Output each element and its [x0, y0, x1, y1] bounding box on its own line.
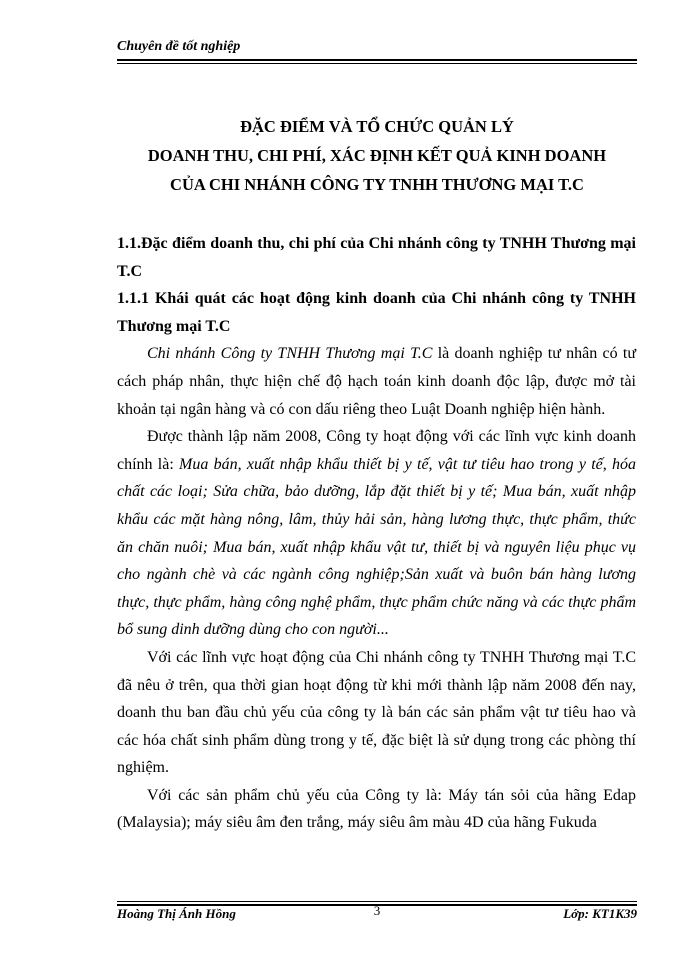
- footer-class: Lớp: KT1K39: [563, 906, 637, 921]
- company-name-italic: Chi nhánh Công ty TNHH Thương mại T.C: [147, 345, 433, 363]
- paragraph-2-lead: Được thành lập năm 2008, Công ty hoạt động với các lĩnh vực kinh doanh chính là:: [117, 428, 636, 473]
- paragraph-1: [117, 340, 636, 423]
- title-line-3: CỦA CHI NHÁNH CÔNG TY TNHH THƯƠNG MẠI T.C: [170, 175, 584, 194]
- title-line-2: DOANH THU, CHI PHÍ, XÁC ĐỊNH KẾT QUẢ KINH DOANH: [147, 146, 607, 165]
- paragraph-2: [117, 423, 636, 644]
- section-heading-1-1-1: 1.1.1 Khái quát các hoạt động kinh doanh của Chi nhánh công ty TNHH Thương mại T.C: [117, 290, 636, 335]
- page-header: Chuyên đề tốt nghiệp: [117, 39, 241, 54]
- footer-author: Hoàng Thị Ánh Hồng: [117, 906, 236, 921]
- paragraph-3: Với các lĩnh vực hoạt động của Chi nhánh công ty TNHH Thương mại T.C đã nêu ở trên, qua thời gian hoạt động từ khi mới thành lập năm 2008 đến nay, doanh thu ban đầu chủ yếu của công ty là bán các sản phẩm vật tư tiêu hao và các hóa chất sinh phẩm dùng trong y tế, đặc biệt là sử dụng trong các phòng thí nghiệm.: [117, 648, 636, 777]
- title-line-1: ĐẶC ĐIỂM VÀ TỔ CHỨC QUẢN LÝ: [240, 117, 514, 136]
- page-footer: [117, 903, 637, 926]
- paragraph-4: Với các sản phẩm chủ yếu của Công ty là: Máy tán sỏi của hãng Edap (Malaysia); máy siêu âm đen trắng, máy siêu âm màu 4D của hãng Fukuda: [117, 786, 636, 832]
- section-heading-1-1: 1.1.Đặc điểm doanh thu, chi phí của Chi nhánh công ty TNHH Thương mại T.C: [117, 235, 636, 280]
- page-number: 3: [373, 903, 381, 918]
- document-body: [117, 230, 636, 837]
- header-rule: [117, 59, 637, 64]
- document-title: [117, 112, 637, 199]
- paragraph-1-text: là doanh nghiệp tư nhân có tư cách pháp nhân, thực hiện chế độ hạch toán kinh doanh độc lập, được mở tài khoản tại ngân hàng và có con dấu riêng theo Luật Doanh nghiệp hiện hành.: [117, 345, 637, 418]
- business-lines-italic: Mua bán, xuất nhập khẩu thiết bị y tế, vật tư tiêu hao trong y tế, hóa chất các loại; Sửa chữa, bảo dưỡng, lắp đặt thiết bị y tế; Mua bán, xuất nhập khẩu các mặt hàng nông, lâm, thủy hải sản, hàng lương thực, thực phẩm, thức ăn chăn nuôi; Mua bán, xuất nhập khẩu vật tư, thiết bị và nguyên liệu phục vụ cho ngành chè và các ngành công nghiệp;Sản xuất và buôn bán hàng lương thực, thực phẩm, hàng công nghệ phẩm, thực phẩm chức năng và các thực phẩm bổ sung dinh dưỡng dùng cho con người...: [117, 455, 636, 639]
